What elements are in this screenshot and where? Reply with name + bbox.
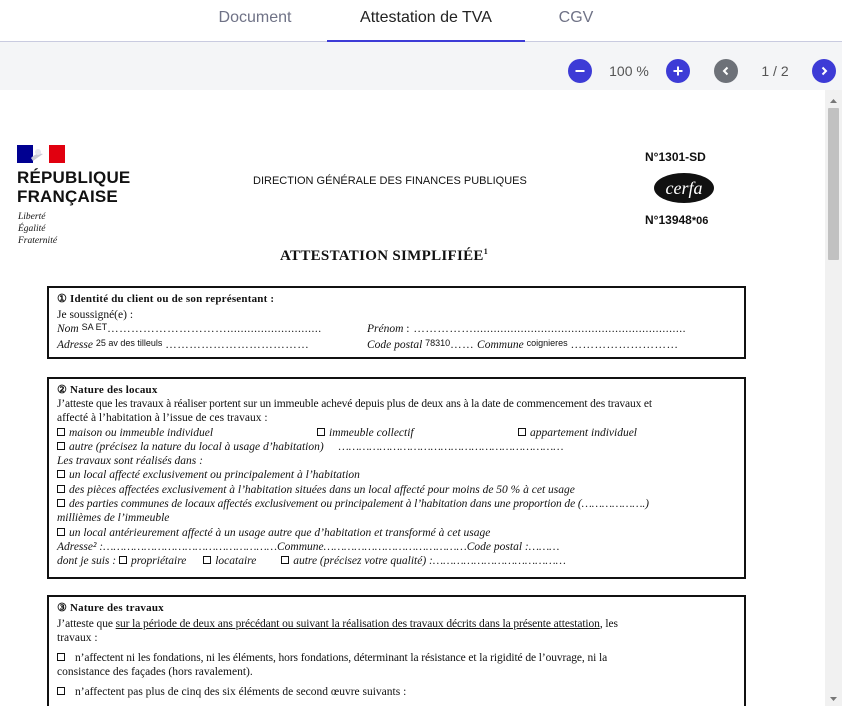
facades-line: consistance des façades (hors ravalement). bbox=[57, 666, 253, 678]
chevron-right-icon bbox=[818, 65, 830, 77]
zoom-in-button[interactable] bbox=[666, 59, 690, 83]
checkbox-icon[interactable] bbox=[57, 428, 65, 436]
tab-label: CGV bbox=[558, 9, 594, 26]
intro-line: affecté à l’habitation à l’issue de ces travaux : bbox=[57, 412, 268, 424]
tab-attestation-tva[interactable] bbox=[327, 0, 525, 42]
scrollbar-thumb[interactable] bbox=[828, 108, 839, 260]
checkbox-proprietaire[interactable] bbox=[119, 556, 127, 564]
tab-document[interactable] bbox=[190, 0, 320, 42]
intro-line: travaux : bbox=[57, 632, 98, 644]
tab-label: Attestation de TVA bbox=[360, 9, 492, 26]
checkbox-icon[interactable] bbox=[57, 485, 65, 493]
prenom-line: Prénom : ……………............................................................... bbox=[367, 323, 686, 335]
travaux-label: Les travaux sont réalisés dans : bbox=[57, 455, 203, 467]
checkbox-autre-qualite[interactable] bbox=[281, 556, 289, 564]
plus-icon bbox=[672, 65, 684, 77]
intro-line: J’atteste que les travaux à réaliser portent sur un immeuble achevé depuis plus de deux ans à la date de commencement des travaux et bbox=[57, 398, 652, 410]
checkbox-autre-local[interactable]: autre (précisez la nature du local à usage d’habitation) ………………………………………………………… bbox=[57, 440, 564, 454]
adresse-value[interactable]: 25 av des tilleuls bbox=[95, 338, 163, 348]
adresse-line: Adresse 25 av des tilleuls ……………………………… bbox=[57, 338, 310, 351]
page-indicator: 1 / 2 bbox=[761, 63, 789, 79]
milliemes-label: millièmes de l’immeuble bbox=[57, 512, 170, 524]
nom-value[interactable]: SA ET bbox=[81, 322, 108, 332]
code-postal-value[interactable]: 78310 bbox=[425, 338, 451, 348]
section-nature-travaux bbox=[47, 595, 746, 706]
document-title: ATTESTATION SIMPLIFIÉE$^1$ bbox=[280, 247, 489, 264]
checkbox-fondations[interactable]: n’affectent ni les fondations, ni les éléments, hors fondations, déterminant la résistance et la rigidité de l’ouvrage, ni la bbox=[57, 651, 607, 665]
section-nature-locaux bbox=[47, 377, 746, 579]
section-client-identity bbox=[47, 286, 746, 359]
checkbox-immeuble-collectif[interactable]: immeuble collectif bbox=[317, 426, 414, 440]
checkbox-locataire[interactable] bbox=[203, 556, 211, 564]
section-heading: ② Nature des locaux bbox=[57, 384, 158, 396]
viewer-toolbar bbox=[0, 42, 842, 90]
next-page-button[interactable] bbox=[812, 59, 836, 83]
nom-line: Nom SA ET…………………………............................ bbox=[57, 322, 322, 335]
chevron-left-icon bbox=[720, 65, 732, 77]
previous-page-button[interactable] bbox=[714, 59, 738, 83]
tab-label: Document bbox=[218, 9, 292, 26]
vertical-scrollbar[interactable] bbox=[825, 90, 842, 706]
checkbox-icon[interactable] bbox=[57, 528, 65, 536]
minus-icon bbox=[574, 65, 586, 77]
document-page bbox=[0, 90, 825, 706]
section-heading: ③ Nature des travaux bbox=[57, 602, 164, 614]
zoom-out-button[interactable] bbox=[568, 59, 592, 83]
intro-line: J’atteste que sur la période de deux ans précédant ou suivant la réalisation des travaux décrits dans la présente attestation, les bbox=[57, 618, 618, 630]
checkbox-local-habitation[interactable]: un local affecté exclusivement ou principalement à l’habitation bbox=[57, 468, 360, 482]
checkbox-maison[interactable]: maison ou immeuble individuel bbox=[57, 426, 213, 440]
checkbox-icon[interactable] bbox=[57, 442, 65, 450]
document-viewport[interactable] bbox=[0, 90, 842, 706]
svg-text:cerfa: cerfa bbox=[665, 178, 703, 198]
checkbox-icon[interactable] bbox=[57, 653, 65, 661]
section-heading: ① Identité du client ou de son représentant : bbox=[57, 293, 275, 305]
republic-motto: Liberté Égalité Fraternité bbox=[18, 212, 58, 246]
checkbox-local-transforme[interactable]: un local antérieurement affecté à un usage autre que d’habitation et transformé à cet usage bbox=[57, 526, 490, 540]
prenom-value[interactable]: : ……………............................................................... bbox=[406, 323, 686, 335]
checkbox-icon[interactable] bbox=[317, 428, 325, 436]
commune-value[interactable]: coignieres bbox=[526, 338, 568, 348]
qualite-line: dont je suis : propriétaire locataire autre (précisez votre qualité) :………………………………… bbox=[57, 555, 566, 567]
cerfa-number: N°13948*06 bbox=[645, 213, 709, 227]
code-postal-line: Code postal 78310…… Commune coignieres ……………………… bbox=[367, 338, 679, 351]
scroll-up-arrow-icon[interactable] bbox=[829, 96, 838, 106]
checkbox-icon[interactable] bbox=[57, 470, 65, 478]
checkbox-pieces-habitation[interactable]: des pièces affectées exclusivement à l’habitation situées dans un local affecté pour moins de 50 % à cet usage bbox=[57, 483, 575, 497]
checkbox-parties-communes[interactable]: des parties communes de locaux affectés exclusivement ou principalement à l’habitation dans une proportion de (……………….) bbox=[57, 497, 649, 511]
checkbox-appartement[interactable]: appartement individuel bbox=[518, 426, 637, 440]
soussigne-label: Je soussigné(e) : bbox=[57, 309, 134, 321]
checkbox-icon[interactable] bbox=[57, 687, 65, 695]
zoom-level: 100 % bbox=[609, 63, 649, 79]
checkbox-second-oeuvre[interactable]: n’affectent pas plus de cinq des six éléments de second œuvre suivants : bbox=[57, 685, 406, 699]
form-number: N°1301-SD bbox=[645, 150, 706, 164]
scroll-down-arrow-icon[interactable] bbox=[829, 694, 838, 704]
republique-francaise-label: RÉPUBLIQUE FRANÇAISE bbox=[17, 168, 131, 206]
adresse-locaux-line[interactable]: Adresse² :……………………………………………Commune……………………………………Code postal :……… bbox=[57, 541, 560, 553]
cerfa-logo bbox=[653, 172, 715, 204]
checkbox-icon[interactable] bbox=[518, 428, 526, 436]
tab-bar bbox=[0, 0, 842, 42]
direction-label: DIRECTION GÉNÉRALE DES FINANCES PUBLIQUES bbox=[253, 175, 527, 187]
marianne-flag-logo bbox=[17, 145, 65, 163]
tab-cgv[interactable] bbox=[525, 0, 627, 42]
checkbox-icon[interactable] bbox=[57, 499, 65, 507]
